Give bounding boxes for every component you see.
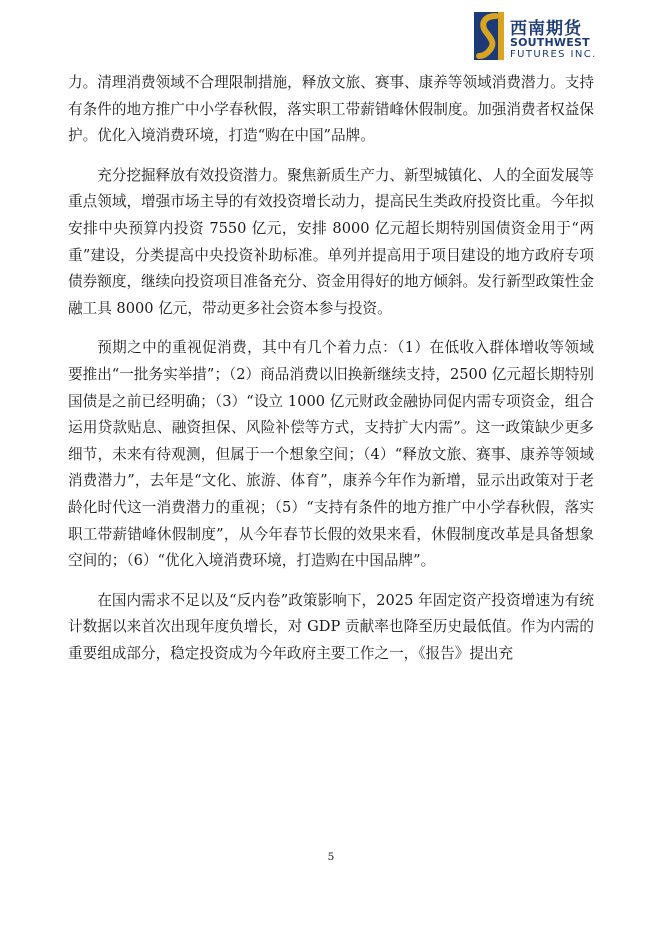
page-number: 5 xyxy=(327,851,335,863)
paragraph-investment-potential: 充分挖掘释放有效投资潜力。聚焦新质生产力、新型城镇化、人的全面发展等重点领域，增强市场主导的有效投资增长动力，提高民生类政府投资比重。今年拟安排中央预算内投资 7550 亿元，安排 8000 亿元超长期特别国债资金用于“两重”建设，分类提高中央投资补助标准。单列并提高用于项目建设的地方政府专项债券额度，继续向投资项目准备充分、资金用得好的地方倾斜。发行新型政策性金融工具 8000 亿元，带动更多社会资本参与投资。 xyxy=(68,166,594,317)
paragraph-consumption-focus: 预期之中的重视促消费，其中有几个着力点：（1）在低收入群体增收等领域要推出“一批务实举措”；（2）商品消费以旧换新继续支持，2500 亿元超长期特别国债是之前已经明确；（3）“设立 1000 亿元财政金融协同促内需专项资金，组合运用贷款贴息、融资担保、风险补偿等方式，支持扩大内需”。这一政策缺少更多细节，未来有待观测，但属于一个想象空间；（4）“释放文旅、赛事、康养等领域消费潜力”，去年是“文化、旅游、体育”，康养今年作为新增，显示出政策对于老龄化时代这一消费潜力的重视；（5）“支持有条件的地方推广中小学春秋假，落实职工带薪错峰休假制度”，从今年春节长假的效果来看，休假制度改革是具备想象空间的；（6）“优化入境消费环境，打造购在中国品牌”。 xyxy=(68,339,594,570)
page-header xyxy=(0,0,662,72)
logo-english-name: SOUTHWEST xyxy=(510,36,590,49)
logo-english-subname: FUTURES INC. xyxy=(510,49,597,60)
logo-emblem-icon xyxy=(474,12,504,60)
logo-chinese-name: 西南期货 xyxy=(510,19,582,39)
document-body xyxy=(68,70,594,680)
paragraph-consumption-continued: 力。清理消费领域不合理限制措施，释放文旅、赛事、康养等领域消费潜力。支持有条件的地方推广中小学春秋假，落实职工带薪错峰休假制度。加强消费者权益保护。优化入境消费环境，打造“购在中国”品牌。 xyxy=(68,74,594,145)
company-logo xyxy=(474,12,652,62)
paragraph-fixed-asset-investment: 在国内需求不足以及“反内卷”政策影响下，2025 年固定资产投资增速为有统计数据以来首次出现年度负增长，对 GDP 贡献率也降至历史最低值。作为内需的重要组成部分，稳定投资成为今年政府主要工作之一，《报告》提出充 xyxy=(68,591,594,662)
